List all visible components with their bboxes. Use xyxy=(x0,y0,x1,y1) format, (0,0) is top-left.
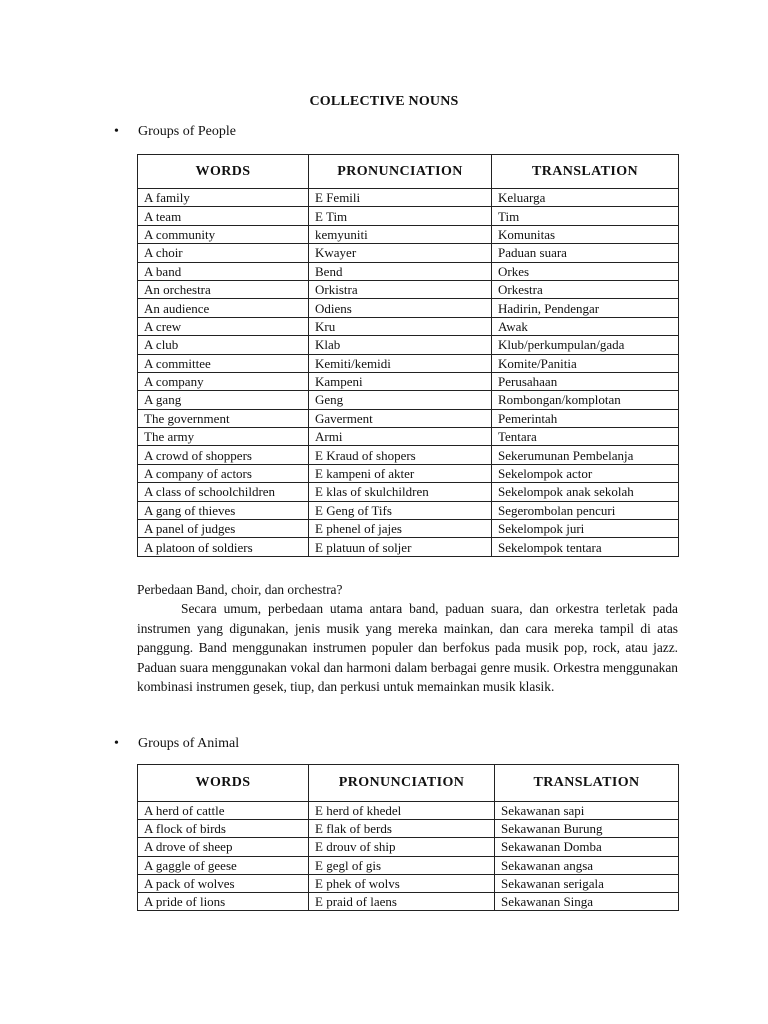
cell-translation: Sekelompok anak sekolah xyxy=(492,483,679,501)
table-row xyxy=(138,483,679,501)
cell-pronunciation: E gegl of gis xyxy=(309,856,495,874)
cell-word: A drove of sheep xyxy=(138,838,309,856)
cell-word: A committee xyxy=(138,354,309,372)
cell-pronunciation: E kampeni of akter xyxy=(309,464,492,482)
cell-translation: Sekawanan sapi xyxy=(495,802,679,820)
cell-translation: Keluarga xyxy=(492,189,679,207)
section-heading-label: Groups of People xyxy=(138,124,236,139)
table-row xyxy=(138,391,679,409)
people-table-body xyxy=(138,189,679,557)
section-heading-animal xyxy=(114,736,239,752)
table-row xyxy=(138,446,679,464)
column-header-words: WORDS xyxy=(138,765,309,802)
animal-table-body xyxy=(138,802,679,911)
cell-pronunciation: Kwayer xyxy=(309,244,492,262)
table-header-row xyxy=(138,155,679,189)
cell-pronunciation: Orkistra xyxy=(309,280,492,298)
cell-pronunciation: E Tim xyxy=(309,207,492,225)
cell-word: A flock of birds xyxy=(138,820,309,838)
cell-pronunciation: Armi xyxy=(309,428,492,446)
cell-pronunciation: kemyuniti xyxy=(309,225,492,243)
cell-translation: Komite/Panitia xyxy=(492,354,679,372)
cell-translation: Sekawanan Domba xyxy=(495,838,679,856)
column-header-translation: TRANSLATION xyxy=(492,155,679,189)
cell-pronunciation: E Kraud of shopers xyxy=(309,446,492,464)
cell-translation: Hadirin, Pendengar xyxy=(492,299,679,317)
column-header-pronunciation: PRONUNCIATION xyxy=(309,765,495,802)
cell-translation: Rombongan/komplotan xyxy=(492,391,679,409)
cell-translation: Paduan suara xyxy=(492,244,679,262)
cell-translation: Sekelompok juri xyxy=(492,520,679,538)
table-row xyxy=(138,802,679,820)
cell-translation: Tentara xyxy=(492,428,679,446)
bullet-icon: • xyxy=(114,124,119,139)
table-row xyxy=(138,299,679,317)
cell-translation: Sekerumunan Pembelanja xyxy=(492,446,679,464)
table-row xyxy=(138,838,679,856)
explanation-paragraph xyxy=(137,580,678,696)
animal-table xyxy=(137,764,679,911)
cell-translation: Sekelompok tentara xyxy=(492,538,679,556)
table-row xyxy=(138,317,679,335)
document-title: COLLECTIVE NOUNS xyxy=(309,94,459,109)
column-header-words: WORDS xyxy=(138,155,309,189)
cell-translation: Sekawanan serigala xyxy=(495,874,679,892)
cell-translation: Klub/perkumpulan/gada xyxy=(492,336,679,354)
cell-pronunciation: Kampeni xyxy=(309,372,492,390)
cell-pronunciation: Odiens xyxy=(309,299,492,317)
cell-word: A team xyxy=(138,207,309,225)
cell-word: An audience xyxy=(138,299,309,317)
cell-word: A company xyxy=(138,372,309,390)
cell-word: A band xyxy=(138,262,309,280)
cell-word: A herd of cattle xyxy=(138,802,309,820)
cell-word: A family xyxy=(138,189,309,207)
cell-word: A gang xyxy=(138,391,309,409)
cell-word: A pack of wolves xyxy=(138,874,309,892)
table-row xyxy=(138,856,679,874)
cell-translation: Orkes xyxy=(492,262,679,280)
table-row xyxy=(138,538,679,556)
table-row xyxy=(138,244,679,262)
cell-translation: Pemerintah xyxy=(492,409,679,427)
section-heading-people xyxy=(114,124,236,140)
table-row xyxy=(138,262,679,280)
paragraph-question: Perbedaan Band, choir, dan orchestra? xyxy=(137,582,343,597)
cell-translation: Sekelompok actor xyxy=(492,464,679,482)
cell-word: A crew xyxy=(138,317,309,335)
cell-pronunciation: E klas of skulchildren xyxy=(309,483,492,501)
column-header-pronunciation: PRONUNCIATION xyxy=(309,155,492,189)
cell-pronunciation: E phek of wolvs xyxy=(309,874,495,892)
cell-word: An orchestra xyxy=(138,280,309,298)
table-row xyxy=(138,820,679,838)
table-row xyxy=(138,354,679,372)
cell-translation: Sekawanan Singa xyxy=(495,892,679,910)
table-row xyxy=(138,428,679,446)
cell-translation: Perusahaan xyxy=(492,372,679,390)
cell-word: The army xyxy=(138,428,309,446)
table-row xyxy=(138,464,679,482)
cell-translation: Sekawanan angsa xyxy=(495,856,679,874)
table-row xyxy=(138,225,679,243)
table-row xyxy=(138,501,679,519)
paragraph-text: Secara umum, perbedaan utama antara band, paduan suara, dan orkestra terletak pada instrumen yang digunakan, jenis musik yang mereka mainkan, dan cara mereka tampil di atas panggung. Band menggunakan instrumen populer dan berfokus pada musik pop, rock, atau jazz. Paduan suara menggunakan vokal dan harmoni dalam berbagai genre musik. Orkestra menggunakan kombinasi instrumen gesek, tiup, dan perkusi untuk memainkan musik klasik. xyxy=(137,601,678,695)
table-row xyxy=(138,207,679,225)
cell-pronunciation: E herd of khedel xyxy=(309,802,495,820)
table-row xyxy=(138,520,679,538)
table-header-row xyxy=(138,765,679,802)
cell-pronunciation: E phenel of jajes xyxy=(309,520,492,538)
cell-pronunciation: Geng xyxy=(309,391,492,409)
cell-word: A choir xyxy=(138,244,309,262)
cell-pronunciation: E praid of laens xyxy=(309,892,495,910)
column-header-translation: TRANSLATION xyxy=(495,765,679,802)
cell-translation: Tim xyxy=(492,207,679,225)
cell-word: A platoon of soldiers xyxy=(138,538,309,556)
table-row xyxy=(138,874,679,892)
cell-translation: Sekawanan Burung xyxy=(495,820,679,838)
cell-translation: Segerombolan pencuri xyxy=(492,501,679,519)
cell-pronunciation: Gaverment xyxy=(309,409,492,427)
cell-word: A pride of lions xyxy=(138,892,309,910)
cell-pronunciation: E Femili xyxy=(309,189,492,207)
cell-word: A company of actors xyxy=(138,464,309,482)
cell-word: A crowd of shoppers xyxy=(138,446,309,464)
table-row xyxy=(138,336,679,354)
cell-pronunciation: E drouv of ship xyxy=(309,838,495,856)
table-row xyxy=(138,372,679,390)
cell-word: A club xyxy=(138,336,309,354)
cell-translation: Awak xyxy=(492,317,679,335)
cell-word: A gaggle of geese xyxy=(138,856,309,874)
section-heading-label: Groups of Animal xyxy=(138,736,240,751)
cell-word: The government xyxy=(138,409,309,427)
cell-pronunciation: E platuun of soljer xyxy=(309,538,492,556)
cell-word: A gang of thieves xyxy=(138,501,309,519)
table-row xyxy=(138,280,679,298)
cell-pronunciation: Kru xyxy=(309,317,492,335)
bullet-icon: • xyxy=(114,736,119,751)
table-row xyxy=(138,189,679,207)
cell-word: A community xyxy=(138,225,309,243)
cell-translation: Komunitas xyxy=(492,225,679,243)
cell-word: A class of schoolchildren xyxy=(138,483,309,501)
cell-word: A panel of judges xyxy=(138,520,309,538)
cell-pronunciation: Bend xyxy=(309,262,492,280)
cell-pronunciation: E Geng of Tifs xyxy=(309,501,492,519)
cell-pronunciation: Kemiti/kemidi xyxy=(309,354,492,372)
people-table xyxy=(137,154,679,557)
table-row xyxy=(138,892,679,910)
cell-translation: Orkestra xyxy=(492,280,679,298)
table-row xyxy=(138,409,679,427)
cell-pronunciation: Klab xyxy=(309,336,492,354)
cell-pronunciation: E flak of berds xyxy=(309,820,495,838)
